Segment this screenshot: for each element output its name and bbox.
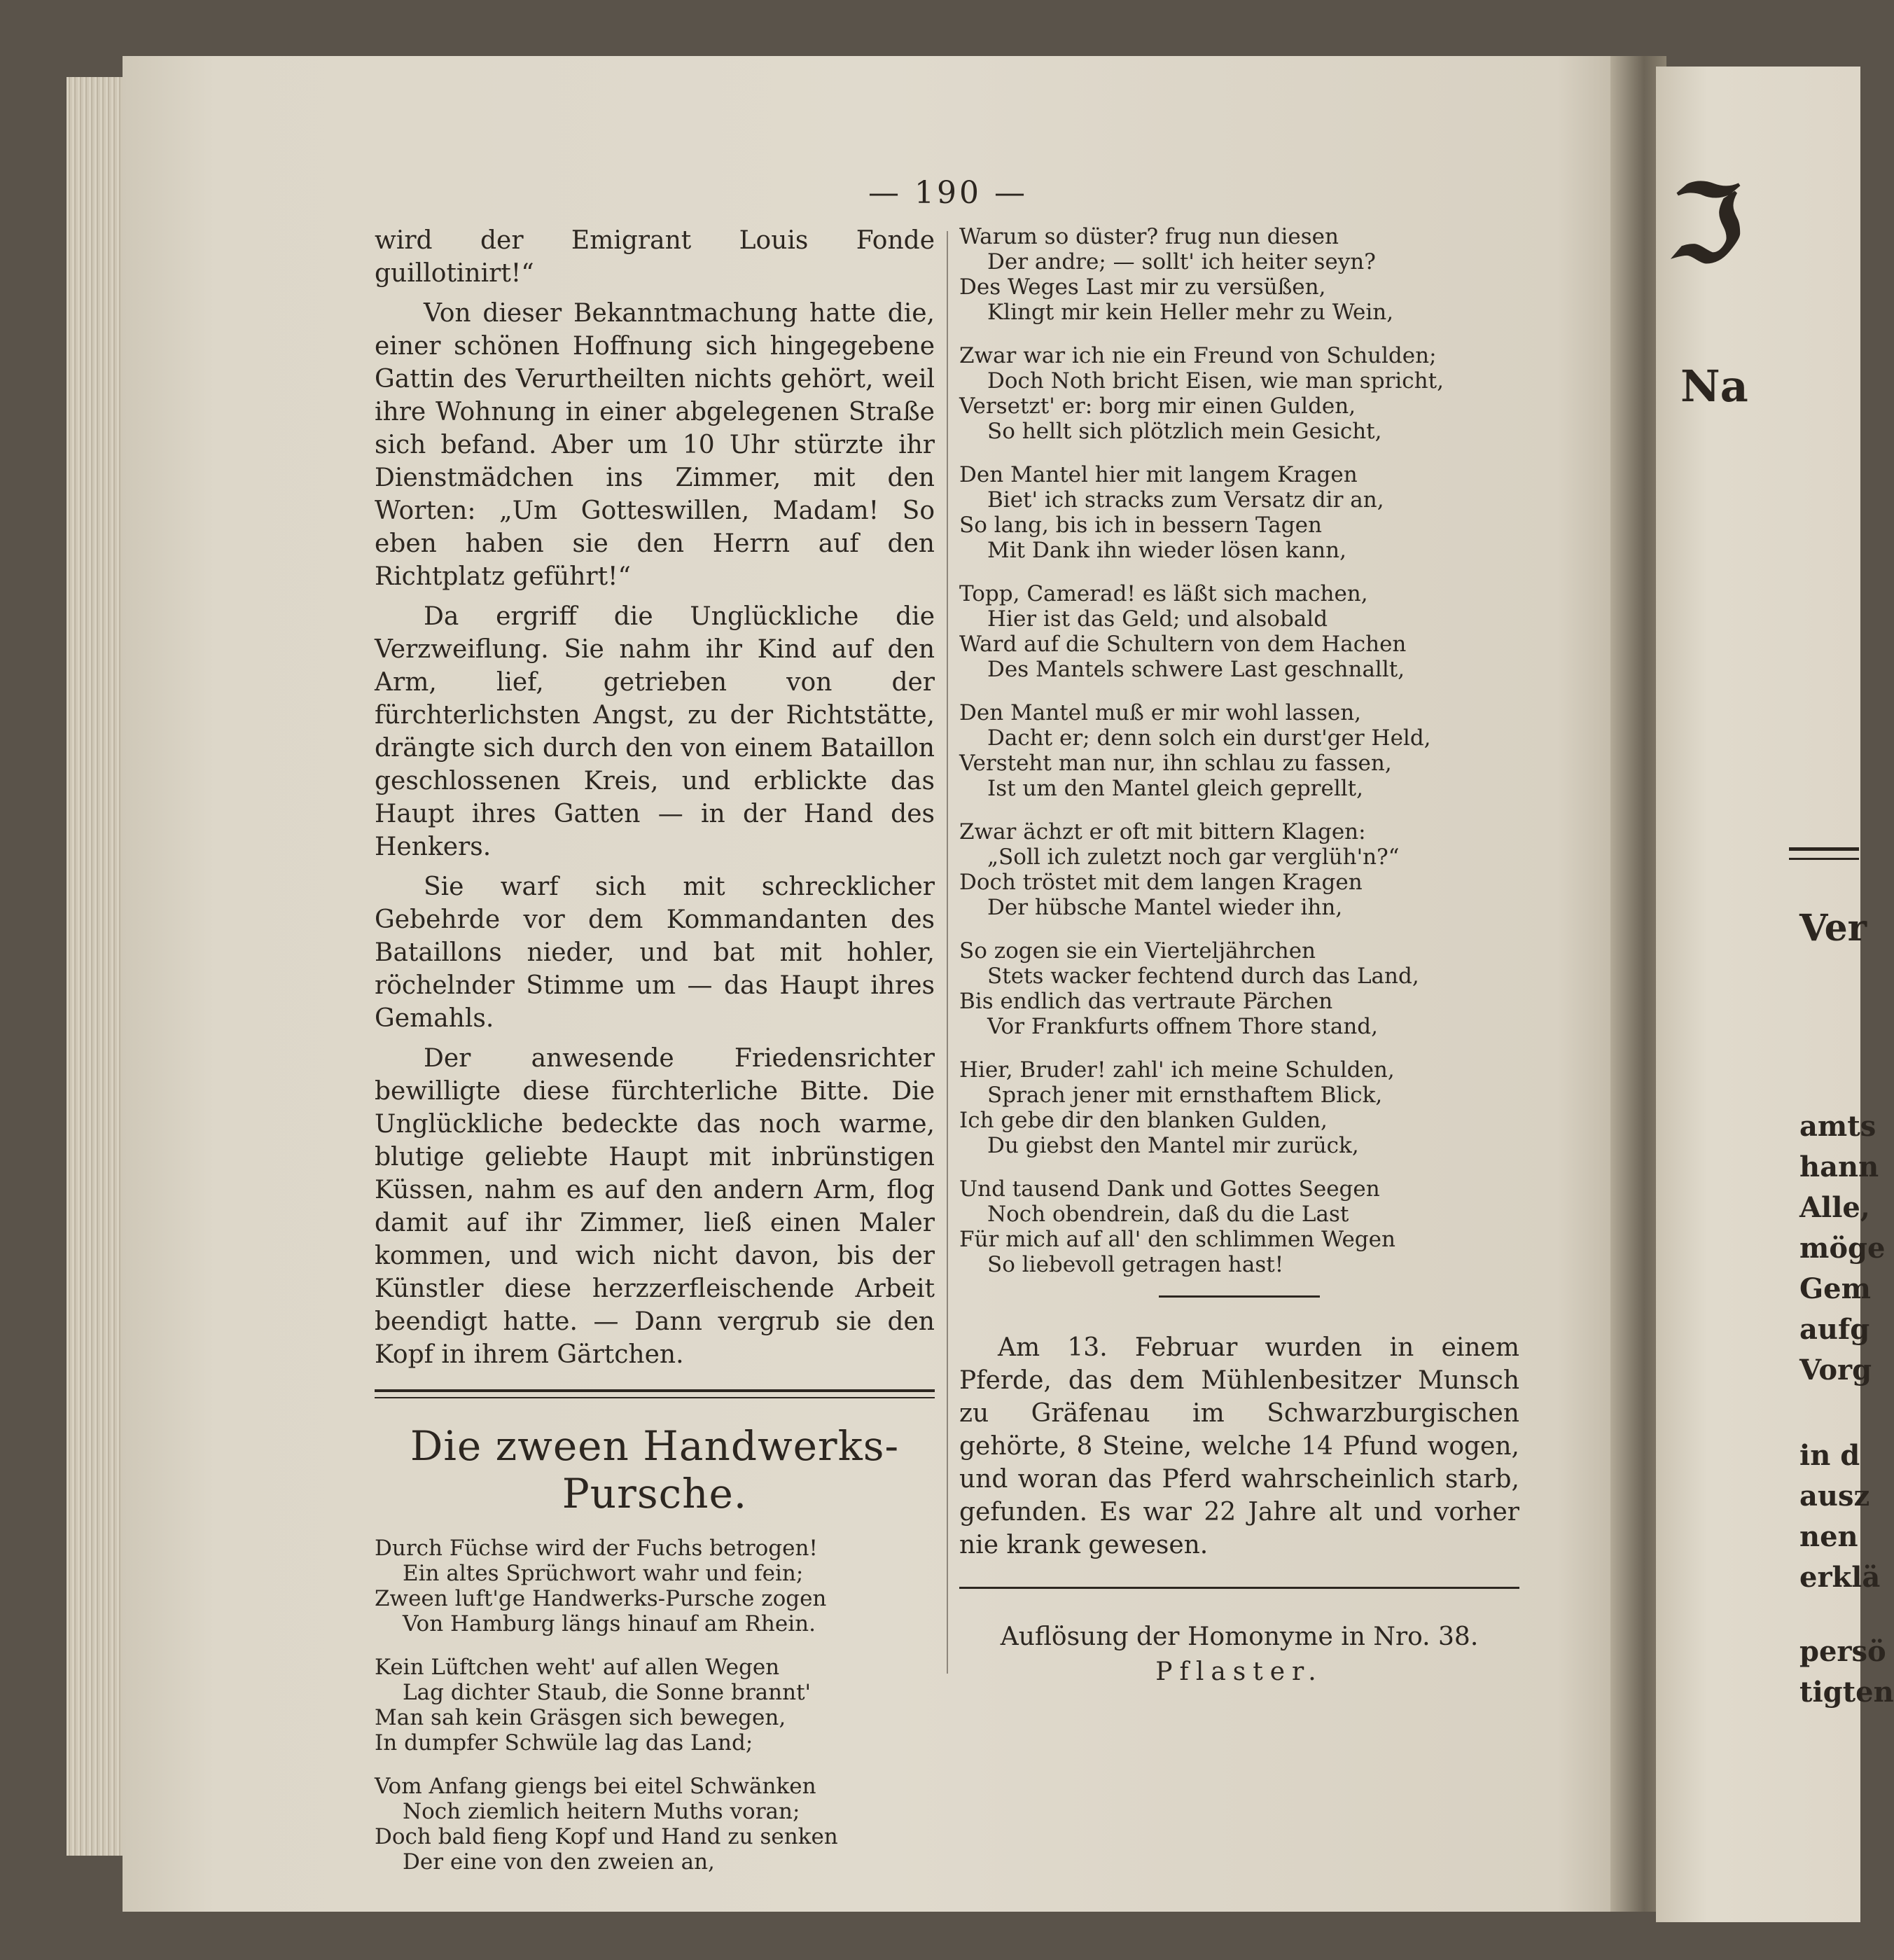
poem-stanza	[375, 1774, 935, 1875]
poem-line: Kein Lüftchen weht' auf allen Wegen	[375, 1655, 780, 1680]
poem-line: Vom Anfang giengs bei eitel Schwänken	[375, 1774, 816, 1799]
poem-line: Warum so düster? frug nun diesen	[959, 224, 1339, 249]
solution-word: Pflaster.	[1155, 1657, 1323, 1686]
poem-line: Klingt mir kein Heller mehr zu Wein,	[987, 300, 1394, 325]
poem-line: Doch Noth bricht Eisen, wie man spricht,	[987, 368, 1444, 394]
poem-stanza	[375, 1655, 935, 1756]
fragment-line: Alle,	[1799, 1191, 1870, 1224]
poem-line: So hellt sich plötzlich mein Gesicht,	[987, 419, 1382, 444]
poem-line: Ich gebe dir den blanken Gulden,	[959, 1108, 1328, 1133]
fragment-line: Vorg	[1799, 1354, 1872, 1386]
prose-paragraph: Sie warf sich mit schrecklicher Gebehrde vor dem Kommandanten des Bataillons nieder, und bat mit hohler, röchelnder Stimme um — das Haupt ihres Gemahls.	[375, 873, 935, 1033]
poem-stanza	[959, 938, 1519, 1039]
poem-line: Doch tröstet mit dem langen Kragen	[959, 870, 1363, 895]
poem-line: Bis endlich das vertraute Pärchen	[959, 989, 1333, 1014]
poem-line: Versteht man nur, ihn schlau zu fassen,	[959, 751, 1392, 776]
poem-line: Mit Dank ihn wieder lösen kann,	[987, 538, 1346, 563]
poem-line: In dumpfer Schwüle lag das Land;	[375, 1730, 753, 1756]
fragment-rule	[1789, 847, 1859, 851]
fragment-heading: Na	[1680, 361, 1748, 412]
poem-line: Vor Frankfurts offnem Thore stand,	[987, 1014, 1378, 1039]
poem-line: Stets wacker fechtend durch das Land,	[987, 964, 1419, 989]
poem-line: Durch Füchse wird der Fuchs betrogen!	[375, 1536, 818, 1561]
poem-line: So lang, bis ich in bessern Tagen	[959, 513, 1322, 538]
fragment-line: Gem	[1799, 1272, 1871, 1305]
poem-line: Zwar ächzt er oft mit bittern Klagen:	[959, 819, 1366, 845]
left-column	[375, 224, 935, 1893]
poem-title: Die zween Handwerks-Pursche.	[410, 1422, 900, 1517]
book-page-right	[1656, 67, 1894, 1922]
poem-line: Der andre; — sollt' ich heiter seyn?	[987, 249, 1376, 274]
page-number: — 190 —	[868, 175, 1028, 211]
poem-stanza	[959, 462, 1519, 563]
poem-line: Sprach jener mit ernsthaftem Blick,	[987, 1083, 1383, 1108]
news-notice: Am 13. Februar wurden in einem Pferde, das dem Mühlenbesitzer Munsch zu Gräfenau im Schwarzburgischen gehörte, 8 Steine, welche 14 Pfund wogen, und woran das Pferd wahrscheinlich starb, gefunden. Es war 22 Jahre alt und vorher nie krank gewesen.	[959, 1333, 1519, 1559]
poem-line: Topp, Camerad! es läßt sich machen,	[959, 581, 1368, 606]
solution-heading: Auflösung der Homonyme in Nro. 38.	[1000, 1622, 1479, 1651]
poem-line: Ward auf die Schultern von dem Hachen	[959, 632, 1407, 657]
poem-end-rule	[1159, 1295, 1320, 1298]
poem-line: Von Hamburg längs hinauf am Rhein.	[403, 1611, 816, 1636]
fragment-line: amts	[1799, 1110, 1876, 1143]
column-divider	[947, 231, 948, 1674]
fragment-line: tigten	[1799, 1676, 1894, 1709]
poem-line: Versetzt' er: borg mir einen Gulden,	[959, 394, 1356, 419]
poem-stanza	[375, 1536, 935, 1636]
section-rule	[959, 1587, 1519, 1589]
poem-line: Für mich auf all' den schlimmen Wegen	[959, 1227, 1395, 1252]
poem-line: Dacht er; denn solch ein durst'ger Held,	[987, 725, 1431, 751]
prose-paragraph: wird der Emigrant Louis Fonde guillotinirt!“	[375, 226, 935, 288]
fragment-subheading: Ver	[1799, 907, 1867, 950]
poem-line: Lag dichter Staub, die Sonne brannt'	[403, 1680, 812, 1705]
poem-line: Du giebst den Mantel mir zurück,	[987, 1133, 1359, 1158]
poem-stanza	[959, 343, 1519, 444]
fragment-line: persö	[1799, 1635, 1886, 1668]
poem-stanza	[959, 581, 1519, 682]
fragment-line: ausz	[1799, 1480, 1870, 1513]
poem-line: „Soll ich zuletzt noch gar verglüh'n?“	[987, 845, 1400, 870]
poem-line: Hier ist das Geld; und alsobald	[987, 606, 1328, 632]
poem-line: Des Weges Last mir zu versüßen,	[959, 274, 1326, 300]
poem-stanza	[959, 700, 1519, 801]
poem-stanza	[959, 1057, 1519, 1158]
poem-line: Man sah kein Gräsgen sich bewegen,	[375, 1705, 786, 1730]
poem-stanza	[959, 224, 1519, 325]
poem-line: Ist um den Mantel gleich geprellt,	[987, 776, 1363, 801]
fragment-line: in d	[1799, 1439, 1860, 1472]
poem-line: Und tausend Dank und Gottes Seegen	[959, 1176, 1380, 1202]
poem-line: Des Mantels schwere Last geschnallt,	[987, 657, 1405, 682]
poem-line: Noch obendrein, daß du die Last	[987, 1202, 1349, 1227]
fragment-line: erklä	[1799, 1561, 1881, 1594]
poem-line: Zwar war ich nie ein Freund von Schulden;	[959, 343, 1437, 368]
poem-line: Ein altes Sprüchwort wahr und fein;	[403, 1561, 804, 1586]
fragment-line: aufg	[1799, 1313, 1870, 1346]
poem-line: Den Mantel muß er mir wohl lassen,	[959, 700, 1362, 725]
poem-line: Doch bald fieng Kopf und Hand zu senken	[375, 1824, 838, 1849]
poem-line: Biet' ich stracks zum Versatz dir an,	[987, 487, 1384, 513]
poem-stanza	[959, 1176, 1519, 1277]
prose-paragraph: Der anwesende Friedensrichter bewilligte diese fürchterliche Bitte. Die Unglückliche bedeckte das noch warme, blutige geliebte Haupt mit inbrünstigen Küssen, nahm es auf den andern Arm, flog damit auf ihr Zimmer, ließ einen Maler kommen, und wich nicht davon, bis der Künstler diese herzzerfleischende Arbeit beendigt hatte. — Dann vergrub sie den Kopf in ihrem Gärtchen.	[375, 1044, 935, 1369]
poem-stanza	[959, 819, 1519, 920]
prose-paragraph: Von dieser Bekanntmachung hatte die, einer schönen Hoffnung sich hingegebene Gattin des Verurtheilten nichts gehört, weil ihre Wohnung in einer abgelegenen Straße sich befand. Aber um 10 Uhr stürzte ihr Dienstmädchen ins Zimmer, mit den Worten: „Um Gotteswillen, Madam! So eben haben sie den Herrn auf den Richtplatz geführt!“	[375, 299, 935, 591]
poem-line: Der eine von den zweien an,	[403, 1849, 715, 1875]
fragment-line: möge	[1799, 1232, 1886, 1265]
poem-line: Der hübsche Mantel wieder ihn,	[987, 895, 1343, 920]
poem-line: Den Mantel hier mit langem Kragen	[959, 462, 1358, 487]
section-rule	[375, 1389, 935, 1398]
prose-paragraph: Da ergriff die Unglückliche die Verzweiflung. Sie nahm ihr Kind auf den Arm, lief, getrieben von der fürchterlichsten Angst, zu der Richtstätte, drängte sich durch den von einem Bataillon geschlossenen Kreis, und erblickte das Haupt ihres Gatten — in der Hand des Henkers.	[375, 602, 935, 861]
fragment-line: nen	[1799, 1520, 1858, 1553]
right-column	[959, 224, 1519, 1690]
ornament-initial: ℑ	[1670, 162, 1743, 286]
fragment-rule	[1789, 858, 1859, 860]
poem-line: So zogen sie ein Vierteljährchen	[959, 938, 1316, 964]
poem-line: So liebevoll getragen hast!	[987, 1252, 1284, 1277]
fragment-line: hann	[1799, 1151, 1879, 1183]
poem-line: Noch ziemlich heitern Muths voran;	[403, 1799, 800, 1824]
poem-line: Hier, Bruder! zahl' ich meine Schulden,	[959, 1057, 1395, 1083]
poem-line: Zween luft'ge Handwerks-Pursche zogen	[375, 1586, 827, 1611]
